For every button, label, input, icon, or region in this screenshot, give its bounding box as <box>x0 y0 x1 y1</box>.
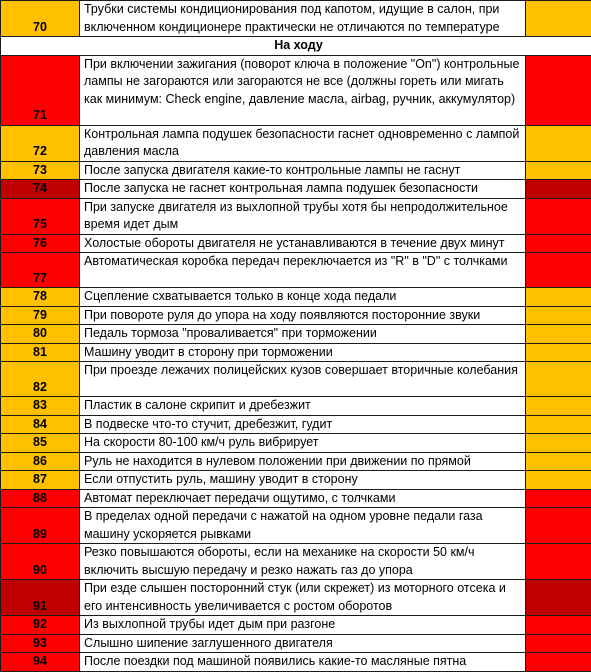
row-text: На скорости 80-100 км/ч руль вибрирует <box>80 434 526 453</box>
severity-swatch <box>526 544 591 580</box>
table-row <box>1 180 591 199</box>
row-text: После запуска не гаснет контрольная лампа подушек безопасности <box>80 180 526 199</box>
row-text: Педаль тормоза "проваливается" при торможении <box>80 325 526 344</box>
severity-swatch <box>526 1 591 37</box>
row-text: После поездки под машиной появились какие-то масляные пятна <box>80 653 526 672</box>
severity-swatch <box>526 125 591 161</box>
severity-swatch <box>526 452 591 471</box>
severity-swatch <box>526 397 591 416</box>
table-row <box>1 362 591 397</box>
severity-swatch <box>526 362 591 397</box>
row-text: При запуске двигателя из выхлопной трубы хотя бы непродолжительное время идет дым <box>80 198 526 234</box>
row-number: 74 <box>1 180 80 199</box>
severity-swatch <box>526 306 591 325</box>
table-row <box>1 415 591 434</box>
table-row <box>1 434 591 453</box>
row-text: Резко повышаются обороты, если на механике на скорости 50 км/ч включить высшую передачу и резко нажать газ до упора <box>80 544 526 580</box>
row-text: Трубки системы кондиционирования под капотом, идущие в салон, при включенном кондиционере практически не отличаются по температуре <box>80 1 526 37</box>
table-row <box>1 253 591 288</box>
severity-swatch <box>526 253 591 288</box>
table-row <box>1 234 591 253</box>
row-number: 78 <box>1 288 80 307</box>
table-row <box>1 161 591 180</box>
severity-swatch <box>526 616 591 635</box>
row-number: 92 <box>1 616 80 635</box>
row-number: 88 <box>1 489 80 508</box>
table-row <box>1 452 591 471</box>
severity-swatch <box>526 161 591 180</box>
row-text: Пластик в салоне скрипит и дребезжит <box>80 397 526 416</box>
row-text: В пределах одной передачи с нажатой на одном уровне педали газа машину ускоряется рывками <box>80 508 526 544</box>
row-text: При включении зажигания (поворот ключа в положение "On") контрольные лампы не загораются или загораются не все (должны гореть или мигать как минимум: Check engine, давление масла, airbag, ручник, аккумулятор) <box>80 55 526 125</box>
severity-swatch <box>526 55 591 125</box>
row-number: 81 <box>1 343 80 362</box>
row-number: 71 <box>1 55 80 125</box>
severity-swatch <box>526 325 591 344</box>
row-number: 79 <box>1 306 80 325</box>
row-number: 89 <box>1 508 80 544</box>
table-row <box>1 1 591 37</box>
row-text: При проезде лежачих полицейских кузов совершает вторичные колебания <box>80 362 526 397</box>
row-number: 90 <box>1 544 80 580</box>
severity-swatch <box>526 508 591 544</box>
row-number: 76 <box>1 234 80 253</box>
table-row <box>1 325 591 344</box>
table-row <box>1 198 591 234</box>
table-row <box>1 343 591 362</box>
table-row <box>1 580 591 616</box>
severity-swatch <box>526 415 591 434</box>
severity-swatch <box>526 634 591 653</box>
row-number: 80 <box>1 325 80 344</box>
row-number: 82 <box>1 362 80 397</box>
table-row <box>1 634 591 653</box>
table-row <box>1 489 591 508</box>
row-text: Автомат переключает передачи ощутимо, с толчками <box>80 489 526 508</box>
row-text: Из выхлопной трубы идет дым при разгоне <box>80 616 526 635</box>
row-number: 72 <box>1 125 80 161</box>
row-text: При езде слышен посторонний стук (или скрежет) из моторного отсека и его интенсивность увеличивается с ростом оборотов <box>80 580 526 616</box>
section-header-row <box>1 37 591 56</box>
table-row <box>1 288 591 307</box>
row-text: Автоматическая коробка передач переключается из "R" в "D" с толчками <box>80 253 526 288</box>
row-number: 86 <box>1 452 80 471</box>
row-text: Машину уводит в сторону при торможении <box>80 343 526 362</box>
table-row <box>1 55 591 125</box>
severity-swatch <box>526 434 591 453</box>
severity-swatch <box>526 653 591 672</box>
severity-swatch <box>526 343 591 362</box>
row-number: 93 <box>1 634 80 653</box>
row-number: 85 <box>1 434 80 453</box>
row-number: 94 <box>1 653 80 672</box>
row-number: 75 <box>1 198 80 234</box>
row-text: Слышно шипение заглушенного двигателя <box>80 634 526 653</box>
row-number: 77 <box>1 253 80 288</box>
row-number: 83 <box>1 397 80 416</box>
row-text: После запуска двигателя какие-то контрольные лампы не гаснут <box>80 161 526 180</box>
table-row <box>1 544 591 580</box>
row-text: В подвеске что-то стучит, дребезжит, гудит <box>80 415 526 434</box>
row-text: Руль не находится в нулевом положении при движении по прямой <box>80 452 526 471</box>
row-number: 87 <box>1 471 80 490</box>
table-row <box>1 616 591 635</box>
row-text: При повороте руля до упора на ходу появляются посторонние звуки <box>80 306 526 325</box>
row-number: 91 <box>1 580 80 616</box>
checklist-body <box>1 1 591 672</box>
severity-swatch <box>526 198 591 234</box>
row-number: 70 <box>1 1 80 37</box>
row-number: 73 <box>1 161 80 180</box>
row-text: Холостые обороты двигателя не устанавливаются в течение двух минут <box>80 234 526 253</box>
row-number: 84 <box>1 415 80 434</box>
row-text: Контрольная лампа подушек безопасности гаснет одновременно с лампой давления масла <box>80 125 526 161</box>
row-text: Если отпустить руль, машину уводит в сторону <box>80 471 526 490</box>
severity-swatch <box>526 489 591 508</box>
table-row <box>1 397 591 416</box>
severity-swatch <box>526 580 591 616</box>
table-row <box>1 306 591 325</box>
severity-swatch <box>526 288 591 307</box>
severity-swatch <box>526 234 591 253</box>
table-row <box>1 471 591 490</box>
table-row <box>1 508 591 544</box>
table-row <box>1 125 591 161</box>
severity-swatch <box>526 471 591 490</box>
section-title: На ходу <box>1 37 591 56</box>
severity-swatch <box>526 180 591 199</box>
table-row <box>1 653 591 672</box>
row-text: Сцепление схватывается только в конце хода педали <box>80 288 526 307</box>
